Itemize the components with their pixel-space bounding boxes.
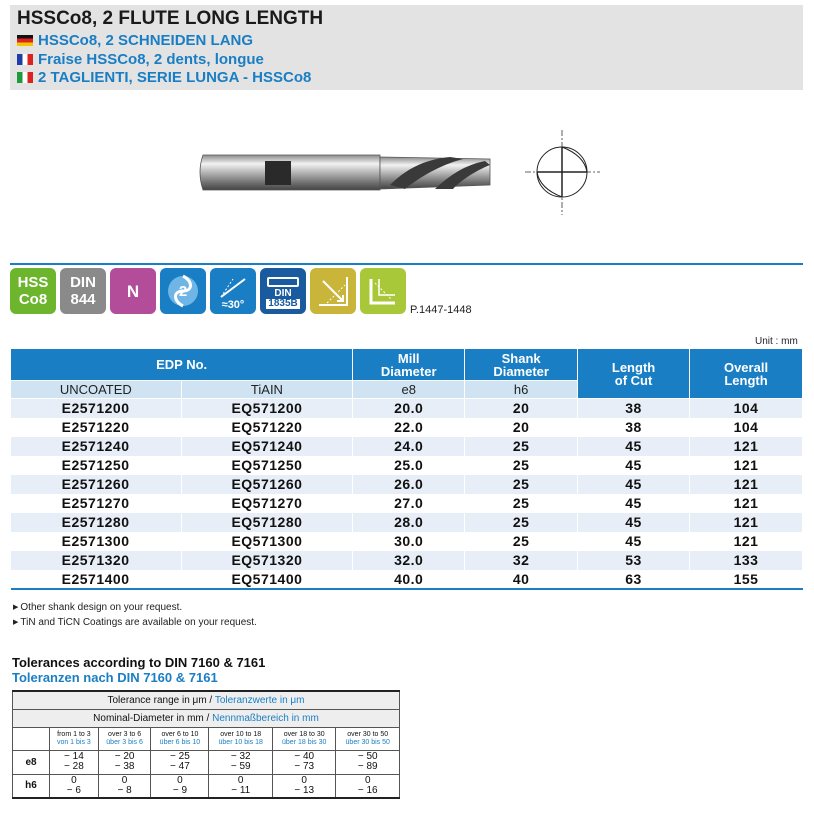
- end-view-illustration: [525, 130, 600, 215]
- shank-tolerance-header: h6: [465, 381, 578, 399]
- uncoated-header: UNCOATED: [11, 381, 182, 399]
- title-de: [17, 32, 253, 49]
- tolerance-value-cell: [209, 774, 273, 798]
- upper-deviation: − 40: [294, 751, 315, 762]
- overall-length-cell: 121: [690, 513, 803, 532]
- table-row: [11, 456, 803, 475]
- icon-text: 2: [178, 282, 188, 300]
- edp-uncoated-cell: E2571300: [11, 532, 182, 551]
- icon-text: DIN: [70, 274, 96, 291]
- upper-deviation: − 32: [230, 751, 251, 762]
- profile-shape-icon: [365, 273, 401, 309]
- lower-deviation: − 6: [66, 784, 81, 796]
- edp-tiain-cell: EQ571250: [181, 456, 353, 475]
- edp-tiain-cell: EQ571200: [181, 399, 353, 418]
- lower-deviation: − 59: [230, 761, 251, 772]
- overall-length-header: Overall Length: [690, 349, 803, 399]
- note-shank: ▶ Other shank design on your request.: [13, 602, 182, 613]
- tiain-header: TiAIN: [181, 381, 353, 399]
- french-flag-icon: [17, 54, 33, 65]
- edp-uncoated-cell: E2571270: [11, 494, 182, 513]
- lower-deviation: − 73: [294, 761, 315, 772]
- mill-diameter-cell: 24.0: [353, 437, 465, 456]
- icon-text: HSS: [17, 274, 49, 291]
- overall-length-cell: 121: [690, 532, 803, 551]
- edp-tiain-cell: EQ571240: [181, 437, 353, 456]
- din-1835b-shank-icon: [260, 268, 306, 314]
- note-coatings: ▶ TiN and TiCN Coatings are available on your request.: [13, 617, 257, 628]
- range-de: über 30 bis 50: [345, 738, 390, 746]
- corner-cell: [13, 727, 50, 750]
- helix-30-icon: [210, 268, 256, 314]
- range-de: von 1 bis 3: [56, 738, 91, 746]
- shank-diameter-header: Shank Diameter: [465, 349, 578, 381]
- shank-diameter-cell: 32: [465, 551, 578, 570]
- upper-deviation: 0: [71, 774, 77, 786]
- tolerance-row: [13, 774, 400, 798]
- edp-header: EDP No.: [11, 349, 353, 381]
- shank-diameter-cell: 25: [465, 475, 578, 494]
- tolerance-class-label: e8: [13, 750, 50, 774]
- page-reference: P.1447-1448: [410, 304, 472, 316]
- italian-flag-icon: [17, 72, 33, 83]
- edp-tiain-cell: EQ571400: [181, 570, 353, 589]
- edp-uncoated-cell: E2571220: [11, 418, 182, 437]
- upper-deviation: − 14: [64, 751, 84, 762]
- upper-deviation: − 20: [114, 751, 135, 762]
- table-row: [11, 513, 803, 532]
- title-fr-text: Fraise HSSCo8, 2 dents, longue: [38, 51, 264, 68]
- hss-co8-material-icon: [10, 268, 56, 314]
- range-en: over 10 to 18: [220, 730, 262, 738]
- table-row: [11, 418, 803, 437]
- length-of-cut-cell: 38: [578, 418, 690, 437]
- product-table: [10, 348, 803, 590]
- mill-diameter-cell: 22.0: [353, 418, 465, 437]
- shank-diameter-cell: 25: [465, 513, 578, 532]
- range-en: over 3 to 6: [108, 730, 142, 738]
- overall-length-cell: 121: [690, 494, 803, 513]
- table-row: [11, 399, 803, 418]
- tolerance-value-cell: [336, 774, 400, 798]
- diameter-range-header: [50, 727, 99, 750]
- lower-deviation: − 89: [357, 761, 378, 772]
- table-row: [11, 475, 803, 494]
- diameter-range-header: [336, 727, 400, 750]
- overall-length-cell: 155: [690, 570, 803, 589]
- mill-diameter-header: Mill Diameter: [353, 349, 465, 381]
- table-row: [11, 437, 803, 456]
- length-of-cut-cell: 45: [578, 475, 690, 494]
- mill-diameter-cell: 25.0: [353, 456, 465, 475]
- lower-deviation: − 38: [114, 761, 135, 772]
- tolerance-range-header: [13, 691, 400, 709]
- tolerance-value-cell: [98, 774, 151, 798]
- range-label-en: Tolerance range in μm /: [107, 694, 215, 706]
- tolerance-value-cell: [50, 774, 99, 798]
- upper-deviation: 0: [177, 774, 183, 786]
- type-n-icon: [110, 268, 156, 314]
- mill-tolerance-header: e8: [353, 381, 465, 399]
- tolerance-value-cell: [272, 750, 336, 774]
- edp-tiain-cell: EQ571280: [181, 513, 353, 532]
- table-row: [11, 570, 803, 589]
- nominal-label-en: Nominal-Diameter in mm /: [93, 712, 213, 724]
- tolerance-value-cell: [209, 750, 273, 774]
- mill-diameter-cell: 20.0: [353, 399, 465, 418]
- edp-uncoated-cell: E2571400: [11, 570, 182, 589]
- title-it: [17, 69, 311, 86]
- overall-length-cell: 133: [690, 551, 803, 570]
- title-de-text: HSSCo8, 2 SCHNEIDEN LANG: [38, 32, 254, 49]
- overall-length-cell: 121: [690, 475, 803, 494]
- length-of-cut-cell: 45: [578, 532, 690, 551]
- tolerance-value-cell: [98, 750, 151, 774]
- range-en: over 6 to 10: [161, 730, 199, 738]
- icon-text: N: [126, 281, 140, 301]
- edp-tiain-cell: EQ571220: [181, 418, 353, 437]
- overall-length-cell: 104: [690, 399, 803, 418]
- range-en: over 18 to 30: [283, 730, 325, 738]
- table-row: [11, 532, 803, 551]
- divider: [10, 263, 803, 265]
- length-of-cut-cell: 45: [578, 513, 690, 532]
- tolerance-table: [12, 690, 400, 799]
- length-of-cut-cell: 53: [578, 551, 690, 570]
- range-label-de: Toleranzwerte in μm: [214, 694, 305, 706]
- upper-deviation: 0: [121, 774, 128, 786]
- overall-length-cell: 104: [690, 418, 803, 437]
- table-row: [11, 551, 803, 570]
- edp-tiain-cell: EQ571320: [181, 551, 353, 570]
- upper-deviation: 0: [301, 774, 307, 786]
- lower-deviation: − 9: [172, 784, 188, 796]
- edp-tiain-cell: EQ571260: [181, 475, 353, 494]
- icon-text: 1835B: [268, 298, 298, 309]
- feature-icons: [10, 268, 406, 314]
- edp-uncoated-cell: E2571280: [11, 513, 182, 532]
- edp-uncoated-cell: E2571200: [11, 399, 182, 418]
- range-de: über 6 bis 10: [159, 738, 201, 746]
- length-of-cut-header: Length of Cut: [578, 349, 690, 399]
- overall-length-cell: 121: [690, 456, 803, 475]
- range-de: über 18 bis 30: [282, 738, 327, 746]
- lower-deviation: − 8: [117, 784, 132, 796]
- diameter-range-header: [209, 727, 273, 750]
- shank-diameter-cell: 20: [465, 399, 578, 418]
- tolerance-row: [13, 750, 400, 774]
- upper-deviation: − 25: [170, 751, 190, 762]
- length-of-cut-cell: 38: [578, 399, 690, 418]
- range-de: über 3 bis 6: [106, 738, 143, 746]
- title-it-text: 2 TAGLIENTI, SERIE LUNGA - HSSCo8: [38, 69, 312, 86]
- diameter-range-header: [151, 727, 209, 750]
- din-844-standard-icon: [60, 268, 106, 314]
- shank-diameter-cell: 20: [465, 418, 578, 437]
- lower-deviation: − 11: [231, 784, 251, 796]
- tolerance-value-cell: [151, 750, 209, 774]
- milling-direction-icon: [315, 273, 351, 309]
- edp-uncoated-cell: E2571240: [11, 437, 182, 456]
- german-flag-icon: [17, 35, 33, 46]
- upper-deviation: 0: [237, 774, 244, 786]
- profile-milling-icon: [360, 268, 406, 314]
- diameter-range-header: [272, 727, 336, 750]
- overall-length-cell: 121: [690, 437, 803, 456]
- mill-diameter-cell: 27.0: [353, 494, 465, 513]
- lower-deviation: − 47: [170, 761, 190, 772]
- tolerance-value-cell: [336, 750, 400, 774]
- diameter-range-header: [98, 727, 151, 750]
- tolerance-subtitle: Toleranzen nach DIN 7160 & 7161: [12, 670, 218, 685]
- page-title: HSSCo8, 2 FLUTE LONG LENGTH: [17, 8, 324, 29]
- range-de: über 10 bis 18: [218, 738, 263, 746]
- helix-angle-icon: [217, 275, 249, 299]
- upper-deviation: − 50: [357, 751, 378, 762]
- length-of-cut-cell: 45: [578, 437, 690, 456]
- header-panel: [10, 5, 803, 90]
- end-mill-illustration: [195, 145, 495, 200]
- mill-diameter-cell: 30.0: [353, 532, 465, 551]
- tolerance-value-cell: [272, 774, 336, 798]
- edp-tiain-cell: EQ571270: [181, 494, 353, 513]
- tolerance-title: Tolerances according to DIN 7160 & 7161: [12, 655, 266, 670]
- edp-tiain-cell: EQ571300: [181, 532, 353, 551]
- unit-label: Unit : mm: [755, 336, 798, 347]
- shank-shape-icon: [267, 277, 299, 287]
- length-of-cut-cell: 45: [578, 456, 690, 475]
- length-of-cut-cell: 63: [578, 570, 690, 589]
- icon-text: ≈30°: [221, 299, 245, 311]
- edp-uncoated-cell: E2571320: [11, 551, 182, 570]
- lower-deviation: − 28: [64, 761, 84, 772]
- icon-text: 844: [70, 291, 96, 308]
- shank-diameter-cell: 25: [465, 456, 578, 475]
- upper-deviation: 0: [364, 774, 371, 786]
- lower-deviation: − 13: [294, 784, 315, 796]
- shank-diameter-cell: 25: [465, 532, 578, 551]
- shank-diameter-cell: 25: [465, 494, 578, 513]
- mill-diameter-cell: 40.0: [353, 570, 465, 589]
- range-en: over 30 to 50: [347, 730, 389, 738]
- tolerance-value-cell: [151, 774, 209, 798]
- shank-diameter-cell: 40: [465, 570, 578, 589]
- table-row: [11, 494, 803, 513]
- two-flutes-icon: [160, 268, 206, 314]
- edp-uncoated-cell: E2571260: [11, 475, 182, 494]
- lower-deviation: − 16: [357, 784, 378, 796]
- nominal-diameter-header: [13, 709, 400, 727]
- tolerance-class-label: h6: [13, 774, 50, 798]
- edp-uncoated-cell: E2571250: [11, 456, 182, 475]
- mill-diameter-cell: 28.0: [353, 513, 465, 532]
- mill-diameter-cell: 32.0: [353, 551, 465, 570]
- length-of-cut-cell: 45: [578, 494, 690, 513]
- slotting-icon: [310, 268, 356, 314]
- shank-diameter-cell: 25: [465, 437, 578, 456]
- mill-diameter-cell: 26.0: [353, 475, 465, 494]
- nominal-label-de: Nennmaßbereich in mm: [212, 712, 319, 724]
- range-en: from 1 to 3: [57, 730, 91, 738]
- icon-text: DIN: [274, 288, 292, 299]
- icon-text: Co8: [18, 291, 48, 308]
- tolerance-value-cell: [50, 750, 99, 774]
- title-fr: [17, 51, 264, 68]
